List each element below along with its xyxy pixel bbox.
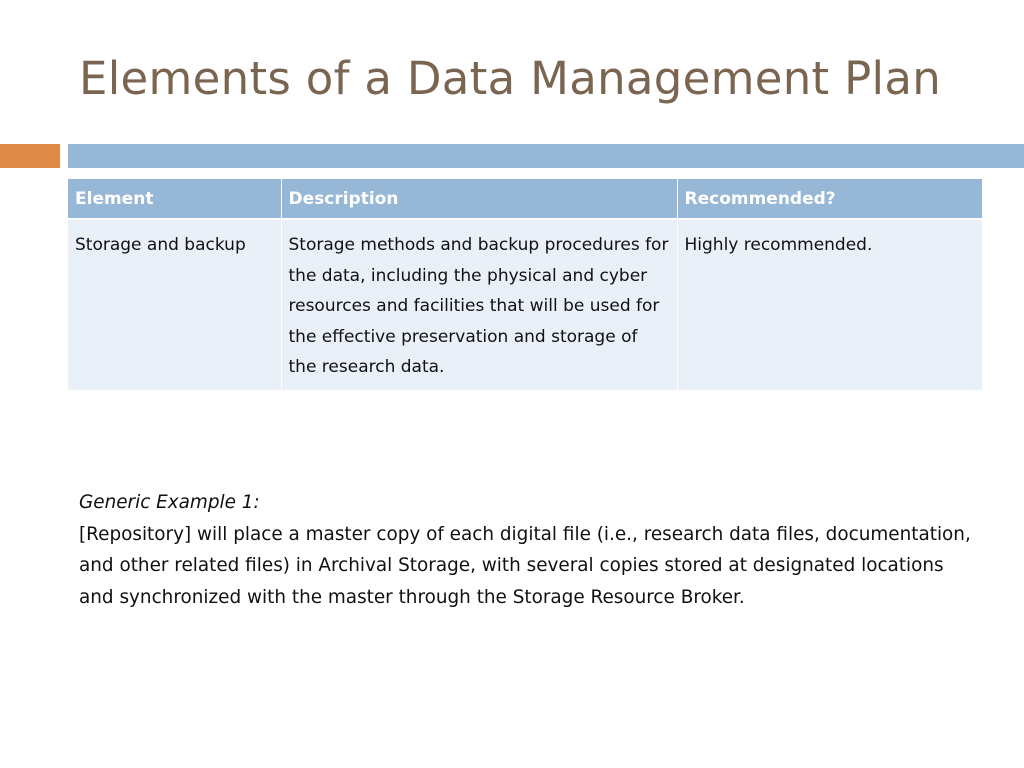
table-row [68, 219, 982, 390]
cell-element: Storage and backup [68, 219, 281, 390]
example-text-block [79, 487, 979, 613]
column-header-recommended: Recommended? [677, 179, 982, 219]
table-header-row [68, 179, 982, 219]
slide-title: Elements of a Data Management Plan [79, 52, 942, 105]
cell-description: Storage methods and backup procedures for the data, including the physical and cyber resources and facilities that will be used for the effective preservation and storage of the research data. [281, 219, 677, 390]
column-header-description: Description [281, 179, 677, 219]
example-heading: Generic Example 1: [79, 492, 260, 513]
cell-recommended: Highly recommended. [677, 219, 982, 390]
column-header-element: Element [68, 179, 281, 219]
data-management-table [68, 179, 982, 390]
example-body: [Repository] will place a master copy of each digital file (i.e., research data files, documentation, and other related files) in Archival Storage, with several copies stored at designated locations and synchronized with the master through the Storage Resource Broker. [79, 523, 971, 608]
accent-bar-blue [68, 144, 1024, 168]
accent-bar-orange [0, 144, 60, 168]
